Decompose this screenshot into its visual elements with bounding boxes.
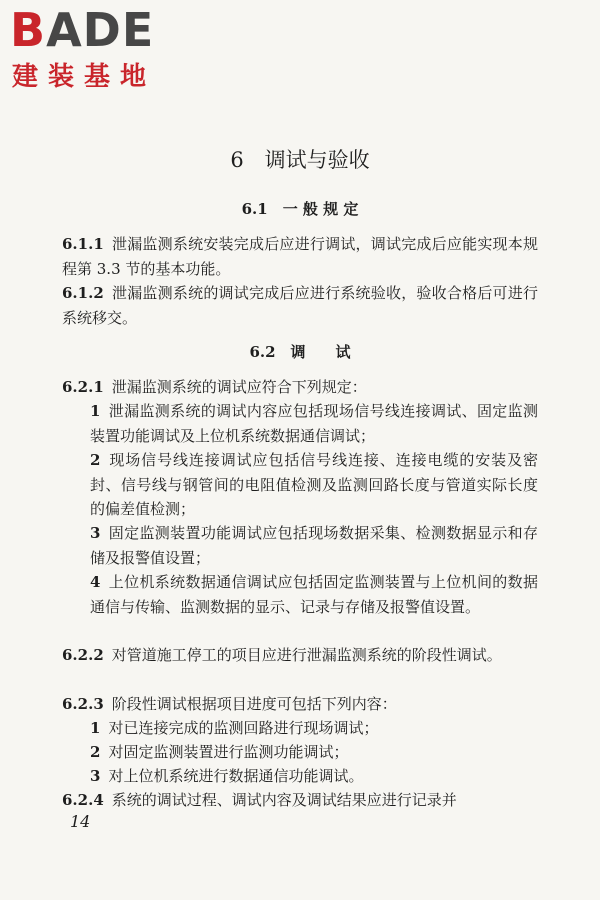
clause-6-2-1-item-4: 4 上位机系统数据通信调试应包括固定监测装置与上位机间的数据通信与传输、监测数据的显示、记录与存储及报警值设置。 <box>90 573 538 616</box>
clause-6-2-2: 6.2.2 对管道施工停工的项目应进行泄漏监测系统的阶段性调试。 <box>62 646 502 664</box>
chapter-title: 6 调试与验收 <box>230 148 370 172</box>
section-title-6-2: 6.2 调 试 <box>249 343 351 361</box>
clause-6-2-4: 6.2.4 系统的调试过程、调试内容及调试结果应进行记录并 <box>62 791 457 809</box>
section-title-6-1: 6.1 一 般 规 定 <box>241 200 359 218</box>
clause-6-2-3: 6.2.3 阶段性调试根据项目进度可包括下列内容： <box>62 695 397 713</box>
clause-6-2-3-item-2: 2 对固定监测装置进行监测功能调试； <box>90 743 349 761</box>
clause-6-2-3-item-3: 3 对上位机系统进行数据通信功能调试。 <box>90 767 364 785</box>
clause-6-1-1: 6.1.1 泄漏监测系统安装完成后应进行调试，调试完成后应能实现本规程第 3.3 节的基本功能。 <box>62 235 538 278</box>
clause-6-2-1: 6.2.1 泄漏监测系统的调试应符合下列规定： <box>62 378 367 396</box>
clause-6-2-1-item-3: 3 固定监测装置功能调试应包括现场数据采集、检测数据显示和存储及报警值设置； <box>90 524 538 567</box>
clause-6-1-2: 6.1.2 泄漏监测系统的调试完成后应进行系统验收，验收合格后可进行系统移交。 <box>62 284 538 327</box>
page-number: 14 <box>70 812 91 831</box>
logo-subtitle: 建装基地 <box>12 62 157 92</box>
clause-6-2-1-item-2: 2 现场信号线连接调试应包括信号线连接、连接电缆的安装及密封、信号线与钢管间的电阻值检测及监测回路长度与管道实际长度的偏差值检测； <box>90 451 538 518</box>
logo-wordmark: BADE <box>10 3 155 57</box>
clause-6-2-1-item-1: 1 泄漏监测系统的调试内容应包括现场信号线连接调试、固定监测装置功能调试及上位机系统数据通信调试； <box>90 402 538 445</box>
clause-6-2-3-item-1: 1 对已连接完成的监测回路进行现场调试； <box>90 719 379 737</box>
bade-logo <box>10 3 180 96</box>
